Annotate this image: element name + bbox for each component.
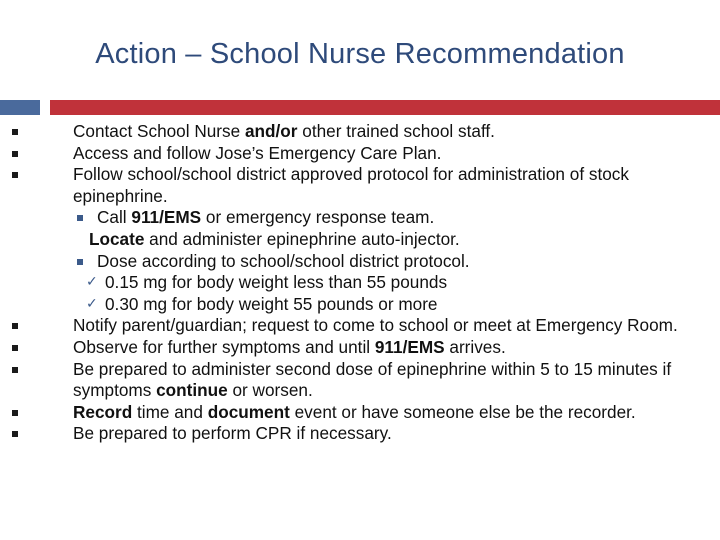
- action-list: [0, 121, 720, 445]
- square-bullet-icon: [12, 323, 18, 329]
- list-item: Notify parent/guardian; request to come to school or meet at Emergency Room.: [0, 315, 720, 337]
- square-bullet-icon: [12, 367, 18, 373]
- list-item: Contact School Nurse and/or other trained school staff.: [0, 121, 720, 143]
- checkmark-icon: ✓: [86, 295, 98, 312]
- sub-list-item: Locate and administer epinephrine auto-injector.: [89, 228, 460, 249]
- sub-list-item: Dose according to school/school district protocol.: [0, 251, 720, 273]
- title-divider-blue: [0, 100, 40, 115]
- square-bullet-icon: [12, 172, 18, 178]
- sub-list-item: Call 911/EMS or emergency response team.: [0, 207, 720, 229]
- list-item: Follow school/school district approved protocol for administration of stock epinephrine.: [0, 164, 720, 207]
- square-bullet-icon: [77, 259, 83, 265]
- slide-title: Action – School Nurse Recommendation: [95, 38, 625, 70]
- square-bullet-icon: [12, 129, 18, 135]
- square-bullet-icon: [12, 431, 18, 437]
- square-bullet-icon: [12, 345, 18, 351]
- checkmark-icon: ✓: [86, 274, 98, 291]
- square-bullet-icon: [12, 151, 18, 157]
- list-item: Record time and document event or have someone else be the recorder.: [0, 402, 720, 424]
- list-item: Be prepared to administer second dose of epinephrine within 5 to 15 minutes if symptoms continue or worsen.: [0, 359, 720, 402]
- title-divider-red: [50, 100, 720, 115]
- dose-item: ✓ 0.30 mg for body weight 55 pounds or more: [86, 293, 438, 314]
- square-bullet-icon: [12, 410, 18, 416]
- list-item: Observe for further symptoms and until 911/EMS arrives.: [0, 337, 720, 359]
- list-item: Be prepared to perform CPR if necessary.: [0, 423, 720, 445]
- list-item: Access and follow Jose’s Emergency Care Plan.: [0, 143, 720, 165]
- square-bullet-icon: [77, 215, 83, 221]
- dose-item: ✓ 0.15 mg for body weight less than 55 pounds: [86, 272, 448, 293]
